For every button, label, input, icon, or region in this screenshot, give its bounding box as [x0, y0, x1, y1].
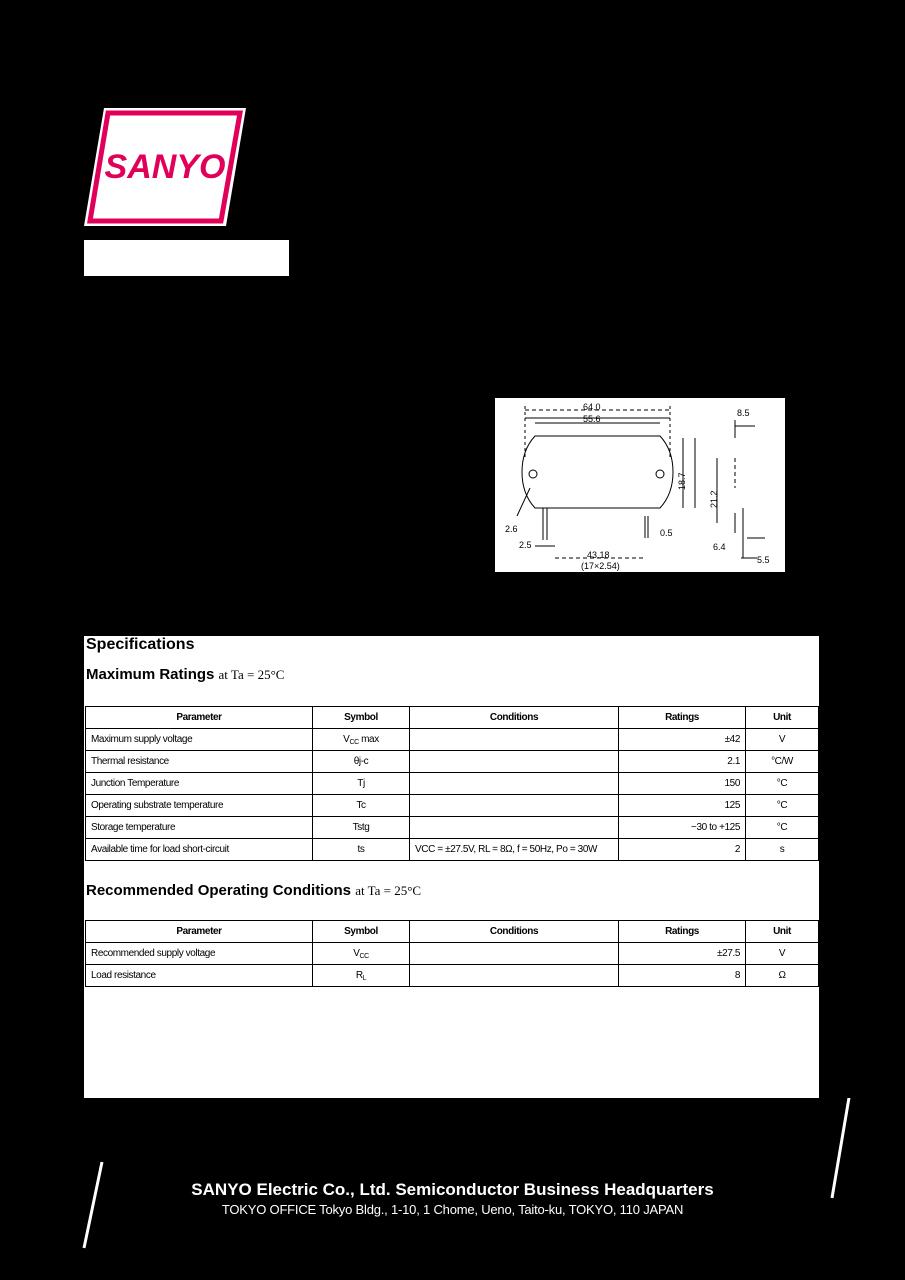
column-header: Unit	[746, 921, 819, 943]
conditions-cell	[410, 795, 619, 817]
logo-text: SANYO	[104, 148, 226, 186]
column-header: Ratings	[619, 921, 746, 943]
dim-height: 18.7	[677, 472, 687, 490]
max-ratings-condition: at Ta = 25°C	[218, 667, 285, 682]
symbol-cell	[313, 943, 410, 965]
parameter-cell: Operating substrate temperature	[86, 795, 313, 817]
unit-cell: °C/W	[746, 751, 819, 773]
column-header: Conditions	[410, 921, 619, 943]
conditions-cell	[410, 965, 619, 987]
parameter-cell: Load resistance	[86, 965, 313, 987]
ratings-cell: ±42	[619, 729, 746, 751]
recommended-title: Recommended Operating Conditions	[86, 882, 352, 899]
ratings-cell: 2	[619, 839, 746, 861]
unit-cell: Ω	[746, 965, 819, 987]
symbol-subscript: L	[362, 974, 367, 982]
symbol-main: θj-c	[353, 755, 369, 767]
unit-cell: °C	[746, 773, 819, 795]
dim-lead-length: 5.5	[757, 555, 770, 565]
ratings-cell: 2.1	[619, 751, 746, 773]
symbol-cell	[313, 773, 410, 795]
part-number-box	[84, 240, 289, 276]
table-header-row	[86, 707, 819, 729]
table-row	[86, 943, 819, 965]
unit-cell: V	[746, 729, 819, 751]
parameter-cell: Recommended supply voltage	[86, 943, 313, 965]
unit-cell: s	[746, 839, 819, 861]
dim-pin-span: 43.18	[587, 550, 610, 560]
parameter-cell: Maximum supply voltage	[86, 729, 313, 751]
table-row	[86, 839, 819, 861]
recommended-condition: at Ta = 25°C	[355, 883, 422, 898]
symbol-subscript: CC	[359, 952, 369, 960]
parameter-cell: Thermal resistance	[86, 751, 313, 773]
dim-hole: 2.6	[505, 524, 518, 534]
symbol-main: R	[355, 969, 363, 981]
dim-pitch-length: 55.6	[583, 414, 601, 424]
parameter-cell: Available time for load short-circuit	[86, 839, 313, 861]
dim-thickness: 8.5	[737, 408, 750, 418]
max-ratings-title: Maximum Ratings	[86, 666, 215, 683]
dim-length: 64.0	[583, 402, 601, 412]
footer-address: TOKYO OFFICE Tokyo Bldg., 1-10, 1 Chome, Ueno, Taito-ku, TOKYO, 110 JAPAN	[221, 1202, 684, 1217]
column-header: Parameter	[86, 921, 313, 943]
symbol-cell	[313, 751, 410, 773]
table-header-row	[86, 921, 819, 943]
recommended-conditions-table	[85, 920, 819, 987]
footer-company: SANYO Electric Co., Ltd. Semiconductor Business Headquarters	[191, 1180, 714, 1199]
specifications-title: Specifications	[86, 636, 195, 653]
dim-lead: 6.4	[713, 542, 726, 552]
conditions-cell: VCC = ±27.5V, RL = 8Ω, f = 50Hz, Po = 30W	[410, 839, 619, 861]
conditions-cell	[410, 773, 619, 795]
column-header: Conditions	[410, 707, 619, 729]
parameter-cell: Junction Temperature	[86, 773, 313, 795]
conditions-cell	[410, 943, 619, 965]
table-row	[86, 965, 819, 987]
column-header: Symbol	[313, 921, 410, 943]
symbol-main: V	[353, 947, 360, 959]
ratings-cell: 8	[619, 965, 746, 987]
column-header: Ratings	[619, 707, 746, 729]
ratings-cell: 150	[619, 773, 746, 795]
symbol-cell	[313, 817, 410, 839]
symbol-tail: max	[358, 733, 379, 745]
parameter-cell: Storage temperature	[86, 817, 313, 839]
ratings-cell: ±27.5	[619, 943, 746, 965]
symbol-main: ts	[357, 843, 365, 855]
unit-cell: °C	[746, 817, 819, 839]
unit-cell: V	[746, 943, 819, 965]
dim-pin-width: 0.5	[660, 528, 673, 538]
max-ratings-table	[85, 706, 819, 861]
ratings-cell: 125	[619, 795, 746, 817]
symbol-main: Tj	[357, 777, 365, 789]
column-header: Symbol	[313, 707, 410, 729]
symbol-main: Tstg	[352, 821, 370, 833]
symbol-cell	[313, 729, 410, 751]
column-header: Parameter	[86, 707, 313, 729]
symbol-main: V	[343, 733, 350, 745]
dim-pin-offset: 2.5	[519, 540, 532, 550]
symbol-cell	[313, 839, 410, 861]
table-row	[86, 729, 819, 751]
dim-pin-count: (17×2.54)	[581, 561, 620, 571]
sanyo-logo	[84, 108, 246, 226]
max-ratings-heading	[86, 666, 284, 683]
ratings-cell: −30 to +125	[619, 817, 746, 839]
conditions-cell	[410, 729, 619, 751]
column-header: Unit	[746, 707, 819, 729]
conditions-cell	[410, 751, 619, 773]
symbol-cell	[313, 965, 410, 987]
package-outline-drawing	[495, 398, 785, 572]
symbol-cell	[313, 795, 410, 817]
table-row	[86, 817, 819, 839]
table-row	[86, 773, 819, 795]
specifications-section	[84, 636, 819, 1098]
conditions-cell	[410, 817, 619, 839]
table-row	[86, 795, 819, 817]
symbol-main: Tc	[356, 799, 366, 811]
unit-cell: °C	[746, 795, 819, 817]
table-row	[86, 751, 819, 773]
symbol-subscript: CC	[349, 738, 359, 746]
dim-total-height: 21.2	[709, 490, 719, 508]
recommended-heading	[86, 882, 421, 899]
